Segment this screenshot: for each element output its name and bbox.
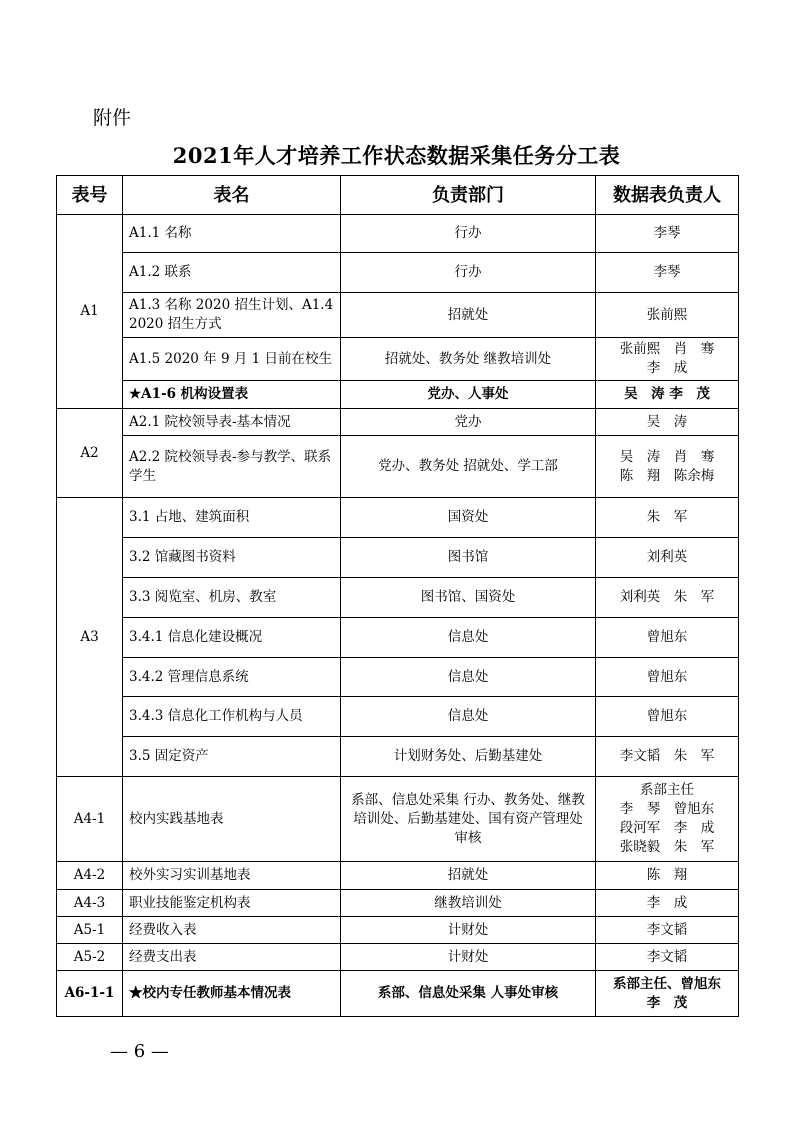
row-department: 图书馆、国资处 [341, 578, 596, 618]
row-department: 招就处、教务处 继教培训处 [341, 338, 596, 381]
header-owner: 数据表负责人 [596, 176, 739, 215]
row-code: A6-1-1 [57, 971, 123, 1017]
table-row [57, 944, 739, 971]
row-department: 计财处 [341, 917, 596, 944]
row-table-name: 职业技能鉴定机构表 [123, 890, 341, 917]
row-department: 系部、信息处采集 行办、教务处、继教培训处、后勤基建处、国有资产管理处审核 [341, 777, 596, 862]
table-row [57, 215, 739, 253]
row-owner: 曾旭东 [596, 618, 739, 658]
table-row [57, 917, 739, 944]
table-row [57, 971, 739, 1017]
row-table-name: 3.5 固定资产 [123, 737, 341, 777]
header-table-name: 表名 [123, 176, 341, 215]
row-owner: 系部主任、曾旭东 李 茂 [596, 971, 739, 1017]
row-department: 党办、人事处 [341, 381, 596, 409]
row-department: 计划财务处、后勤基建处 [341, 737, 596, 777]
table-header-row [57, 176, 739, 215]
row-owner: 李文韬 朱 军 [596, 737, 739, 777]
row-department: 国资处 [341, 498, 596, 538]
row-table-name: A2.2 院校领导表-参与教学、联系学生 [123, 436, 341, 498]
row-department: 行办 [341, 253, 596, 293]
row-table-name: A1.5 2020 年 9 月 1 日前在校生 [123, 338, 341, 381]
group-code-a2: A2 [57, 409, 123, 498]
header-code: 表号 [57, 176, 123, 215]
row-owner: 刘利英 [596, 538, 739, 578]
row-department: 信息处 [341, 697, 596, 737]
row-table-name: A1.3 名称 2020 招生计划、A1.4 2020 招生方式 [123, 293, 341, 338]
row-owner: 张前熙 肖 骞 李 成 [596, 338, 739, 381]
row-department: 计财处 [341, 944, 596, 971]
table-row [57, 862, 739, 890]
table-row [57, 538, 739, 578]
row-table-name: ★校内专任教师基本情况表 [123, 971, 341, 1017]
row-department: 继教培训处 [341, 890, 596, 917]
row-department: 招就处 [341, 862, 596, 890]
row-owner: 张前熙 [596, 293, 739, 338]
row-table-name: 3.4.2 管理信息系统 [123, 658, 341, 697]
table-row [57, 777, 739, 862]
table-row [57, 436, 739, 498]
row-table-name: 校外实习实训基地表 [123, 862, 341, 890]
row-department: 系部、信息处采集 人事处审核 [341, 971, 596, 1017]
row-owner: 吴 涛 肖 骞 陈 翔 陈余梅 [596, 436, 739, 498]
row-owner: 李琴 [596, 253, 739, 293]
row-owner: 李琴 [596, 215, 739, 253]
row-table-name: 经费收入表 [123, 917, 341, 944]
table-row [57, 338, 739, 381]
row-owner: 系部主任 李 琴 曾旭东 段河军 李 成 张晓毅 朱 军 [596, 777, 739, 862]
table-row [57, 409, 739, 436]
row-code: A5-2 [57, 944, 123, 971]
row-owner: 曾旭东 [596, 658, 739, 697]
row-table-name: 3.4.1 信息化建设概况 [123, 618, 341, 658]
group-code-a3: A3 [57, 498, 123, 777]
header-department: 负责部门 [341, 176, 596, 215]
row-table-name: 3.4.3 信息化工作机构与人员 [123, 697, 341, 737]
attachment-label: 附件 [93, 107, 132, 129]
table-row [57, 618, 739, 658]
row-code: A4-3 [57, 890, 123, 917]
row-table-name: 3.2 馆藏图书资料 [123, 538, 341, 578]
row-owner: 李文韬 [596, 944, 739, 971]
page-number: — 6 — [110, 1041, 169, 1062]
table-row [57, 697, 739, 737]
row-department: 招就处 [341, 293, 596, 338]
row-department: 行办 [341, 215, 596, 253]
table-row [57, 498, 739, 538]
document-title: 2021年人才培养工作状态数据采集任务分工表 [172, 143, 621, 168]
row-owner: 吴 涛 [596, 409, 739, 436]
table-row [57, 737, 739, 777]
row-table-name: A2.1 院校领导表-基本情况 [123, 409, 341, 436]
task-division-table [56, 175, 739, 1017]
table-row [57, 293, 739, 338]
table-row [57, 381, 739, 409]
row-department: 党办 [341, 409, 596, 436]
row-table-name: 经费支出表 [123, 944, 341, 971]
row-department: 信息处 [341, 618, 596, 658]
row-table-name: A1.1 名称 [123, 215, 341, 253]
row-department: 图书馆 [341, 538, 596, 578]
table-row [57, 658, 739, 697]
table-row [57, 578, 739, 618]
row-owner: 李文韬 [596, 917, 739, 944]
row-table-name: 3.3 阅览室、机房、教室 [123, 578, 341, 618]
row-owner: 陈 翔 [596, 862, 739, 890]
row-owner: 刘利英 朱 军 [596, 578, 739, 618]
row-owner: 朱 军 [596, 498, 739, 538]
row-code: A4-2 [57, 862, 123, 890]
row-table-name: ★A1-6 机构设置表 [123, 381, 341, 409]
group-code-a1: A1 [57, 215, 123, 409]
table-row [57, 253, 739, 293]
row-department: 信息处 [341, 658, 596, 697]
row-table-name: 校内实践基地表 [123, 777, 341, 862]
row-table-name: 3.1 占地、建筑面积 [123, 498, 341, 538]
row-department: 党办、教务处 招就处、学工部 [341, 436, 596, 498]
row-owner: 吴 涛 李 茂 [596, 381, 739, 409]
row-code: A4-1 [57, 777, 123, 862]
table-row [57, 890, 739, 917]
row-code: A5-1 [57, 917, 123, 944]
row-owner: 李 成 [596, 890, 739, 917]
row-owner: 曾旭东 [596, 697, 739, 737]
row-table-name: A1.2 联系 [123, 253, 341, 293]
